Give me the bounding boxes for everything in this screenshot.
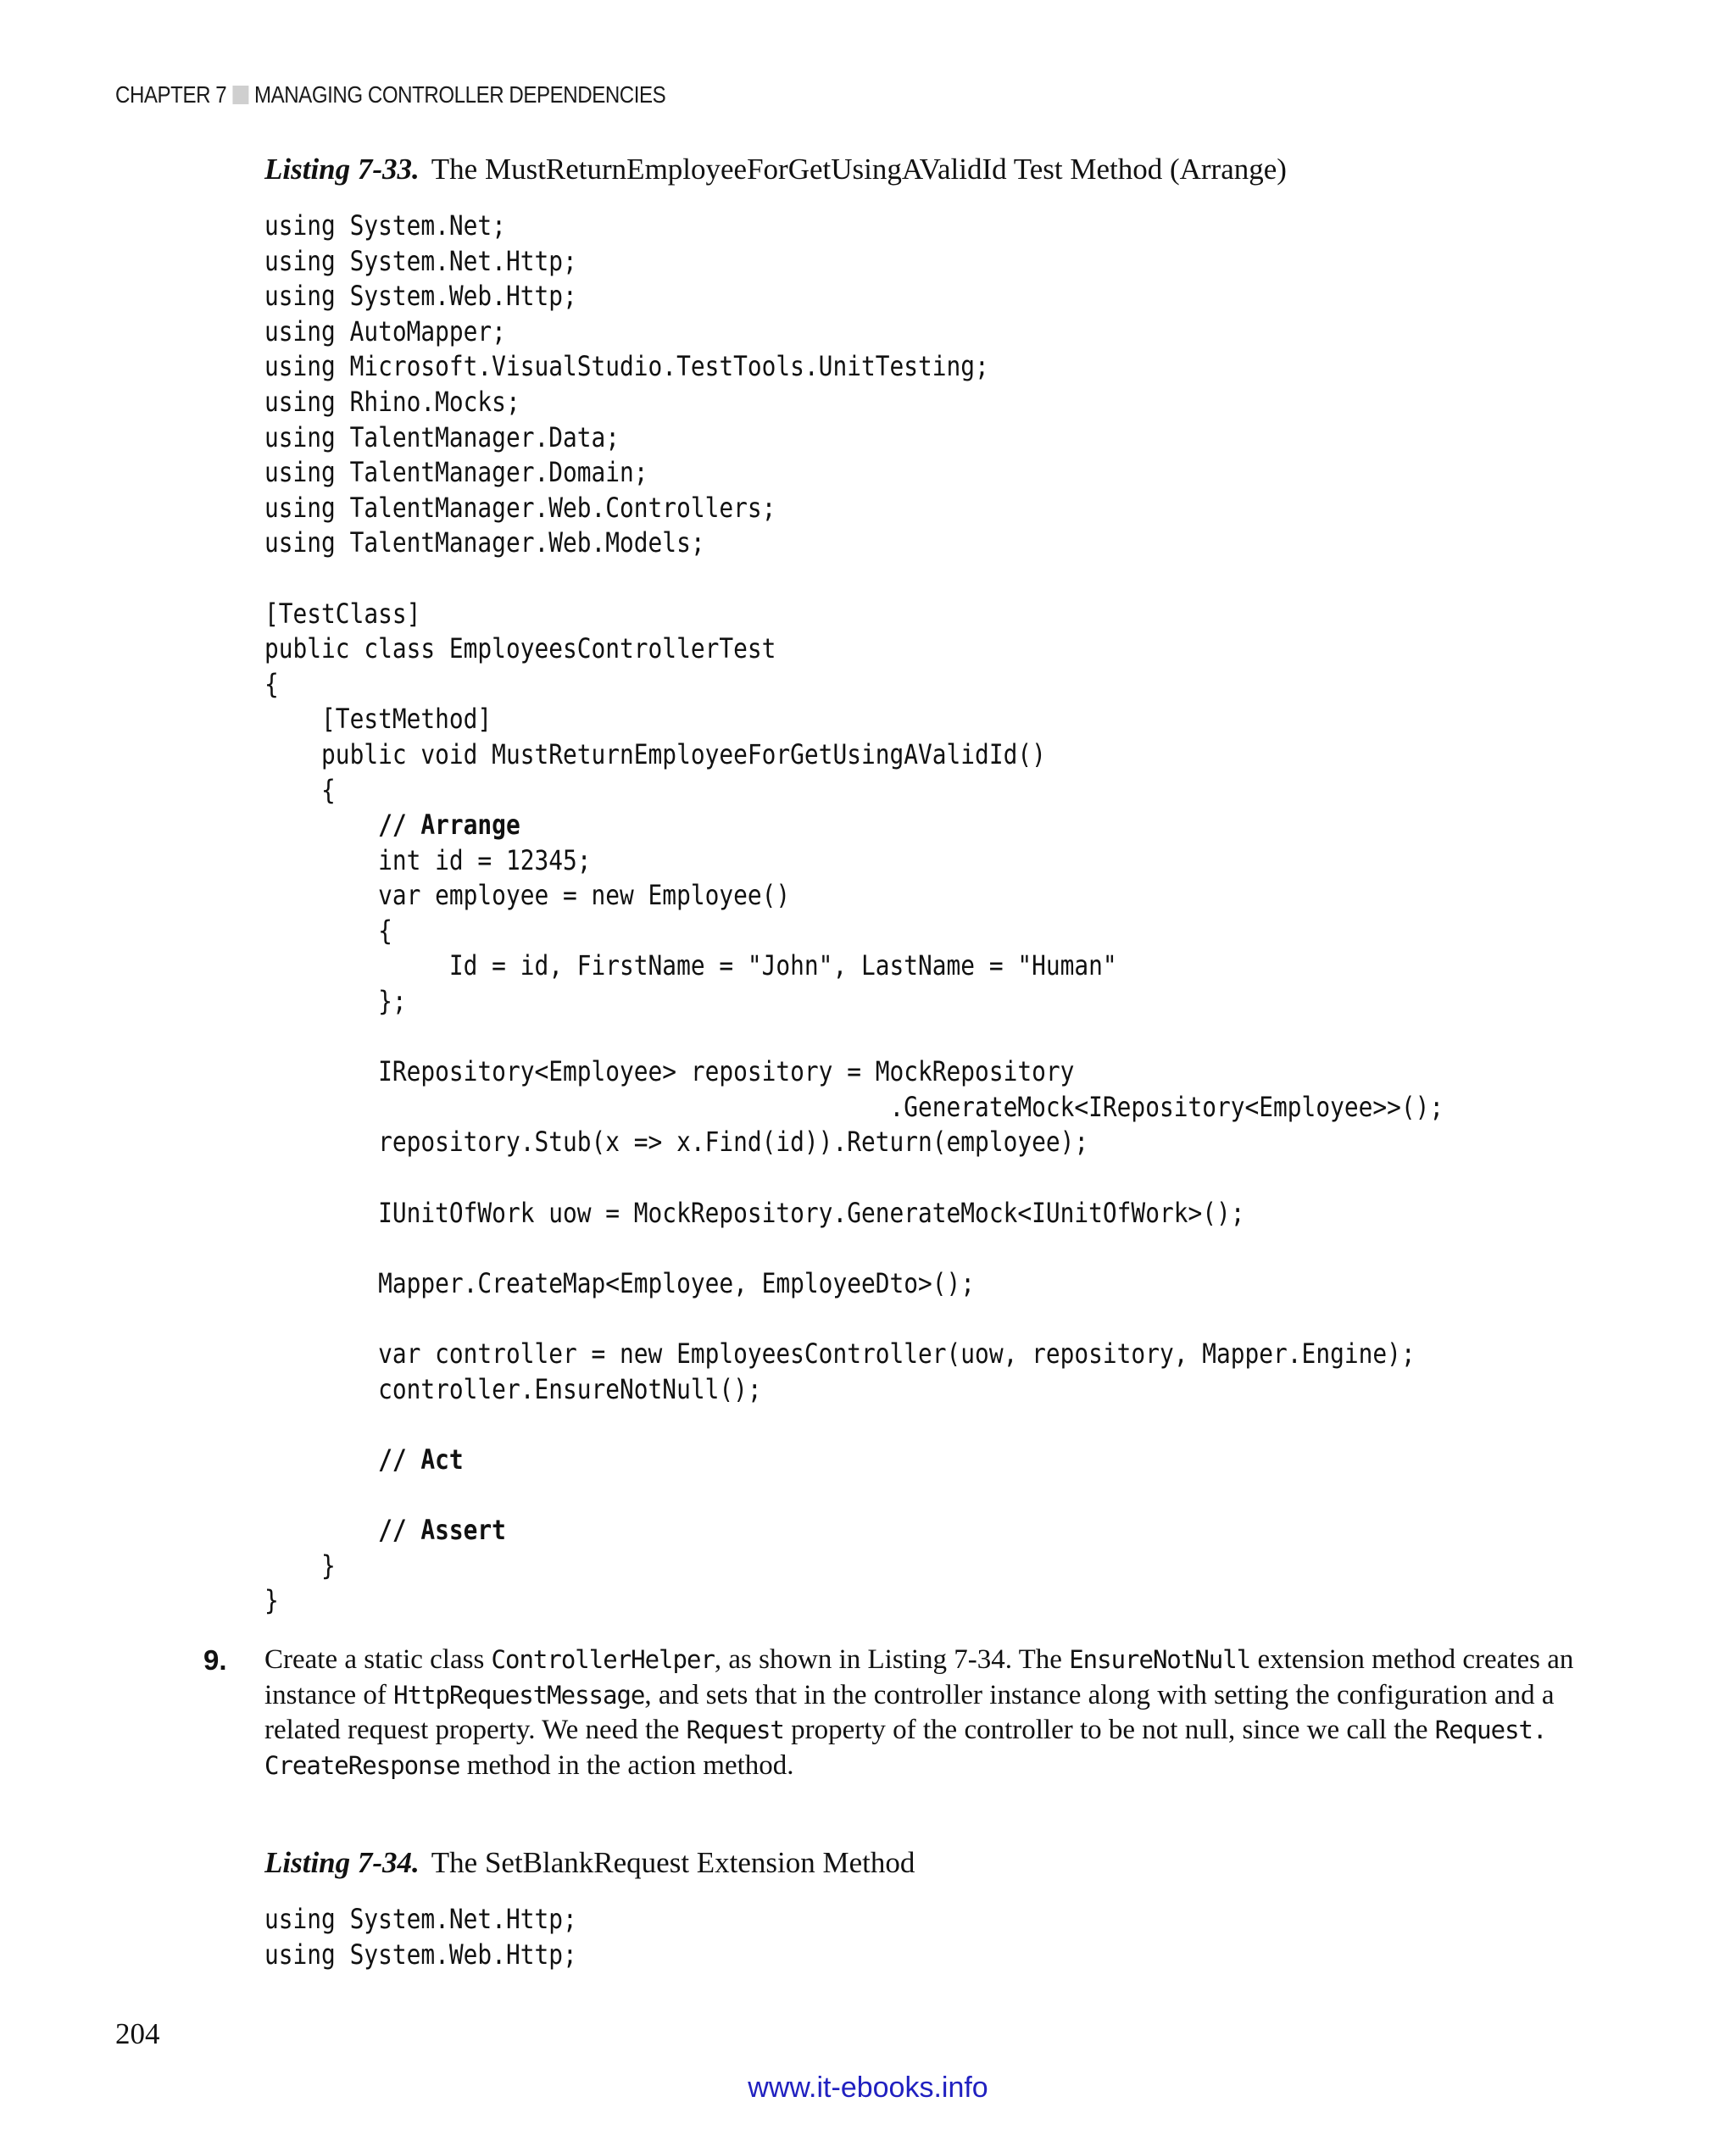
code-line: public class EmployeesControllerTest (264, 632, 776, 665)
listing-7-34-code (264, 1902, 577, 1972)
code-line: using TalentManager.Data; (264, 420, 620, 453)
code-line: // Act (264, 1443, 464, 1476)
running-head (115, 81, 665, 108)
code-line: using Rhino.Mocks; (264, 385, 520, 418)
code-line (264, 1231, 1444, 1266)
inline-code: ControllerHelper (491, 1645, 715, 1674)
step-number: 9. (203, 1644, 227, 1676)
code-line: } (264, 1549, 336, 1582)
listing-7-33-code (264, 209, 1444, 1619)
text-run: , as shown in Listing 7-34. The (714, 1644, 1070, 1675)
separator-square-icon (232, 86, 248, 104)
page-number: 204 (115, 2017, 160, 2050)
site-link[interactable]: www.it-ebooks.info (748, 2071, 988, 2104)
code-line: repository.Stub(x => x.Find(id)).Return(employee); (264, 1126, 1089, 1159)
code-line: using Microsoft.VisualStudio.TestTools.UnitTesting; (264, 350, 989, 383)
text-run: Create a static class (264, 1644, 492, 1675)
code-line: Id = id, FirstName = "John", LastName = "Human" (264, 949, 1117, 982)
code-line: .GenerateMock<IRepository<Employee>>(); (264, 1090, 1444, 1123)
code-line: [TestMethod] (264, 703, 492, 736)
code-line: { (264, 914, 392, 947)
code-line: using System.Net.Http; (264, 244, 577, 277)
chapter-number: CHAPTER 7 (115, 81, 227, 108)
inline-code: CreateResponse (264, 1750, 460, 1780)
code-line: }; (264, 985, 407, 1018)
code-line: var controller = new EmployeesController(uow, repository, Mapper.Engine); (264, 1337, 1416, 1370)
code-line: Mapper.CreateMap<Employee, EmployeeDto>(); (264, 1266, 976, 1299)
text-run: property of the controller to be not null, since we call the (783, 1715, 1435, 1746)
code-line (264, 1407, 1444, 1443)
code-line (264, 1301, 1444, 1337)
code-line: using System.Net.Http; (264, 1903, 577, 1935)
text-run: , and sets that in the controller instance along with setting the configuration and a related request property. We need the (264, 1679, 1555, 1746)
code-line: using System.Web.Http; (264, 280, 577, 313)
inline-code: EnsureNotNull (1069, 1645, 1251, 1674)
code-line: using TalentManager.Web.Models; (264, 526, 705, 559)
code-line: } (264, 1584, 279, 1617)
inline-code: Request. (1434, 1716, 1547, 1745)
code-line (264, 1160, 1444, 1196)
code-line: using AutoMapper; (264, 314, 506, 348)
chapter-title: MANAGING CONTROLLER DEPENDENCIES (253, 81, 666, 108)
code-line: // Assert (264, 1513, 506, 1546)
code-line: using TalentManager.Domain; (264, 456, 648, 489)
text-run: method in the action method. (459, 1749, 794, 1781)
code-line: [TestClass] (264, 597, 421, 630)
listing-7-34-title: The SetBlankRequest Extension Method (431, 1846, 915, 1879)
listing-7-33-label: Listing 7-33. (264, 153, 420, 186)
code-line (264, 1020, 1444, 1055)
code-line: IRepository<Employee> repository = MockRepository (264, 1055, 1075, 1088)
inline-code: HttpRequestMessage (393, 1680, 645, 1710)
listing-7-34-caption (264, 1846, 915, 1880)
listing-7-33-caption (264, 153, 1287, 186)
code-line: using TalentManager.Web.Controllers; (264, 491, 776, 524)
text-run: extension method creates an instance of (264, 1644, 1574, 1710)
listing-7-33-title: The MustReturnEmployeeForGetUsingAValidId Test Method (Arrange) (431, 153, 1287, 186)
code-line (264, 561, 1444, 597)
code-line: IUnitOfWork uow = MockRepository.GenerateMock<IUnitOfWork>(); (264, 1196, 1245, 1229)
code-line: using System.Web.Http; (264, 1938, 577, 1971)
code-line: public void MustReturnEmployeeForGetUsingAValidId() (264, 737, 1046, 770)
step-text (264, 1643, 1587, 1783)
code-line: var employee = new Employee() (264, 879, 791, 912)
code-line: { (264, 667, 279, 700)
inline-code: Request (686, 1716, 784, 1745)
code-line: { (264, 773, 336, 806)
code-line: controller.EnsureNotNull(); (264, 1372, 762, 1405)
code-line: using System.Net; (264, 209, 506, 242)
code-line: int id = 12345; (264, 843, 592, 876)
code-line (264, 1477, 1444, 1513)
listing-7-34-label: Listing 7-34. (264, 1846, 420, 1879)
code-line: // Arrange (264, 809, 520, 842)
